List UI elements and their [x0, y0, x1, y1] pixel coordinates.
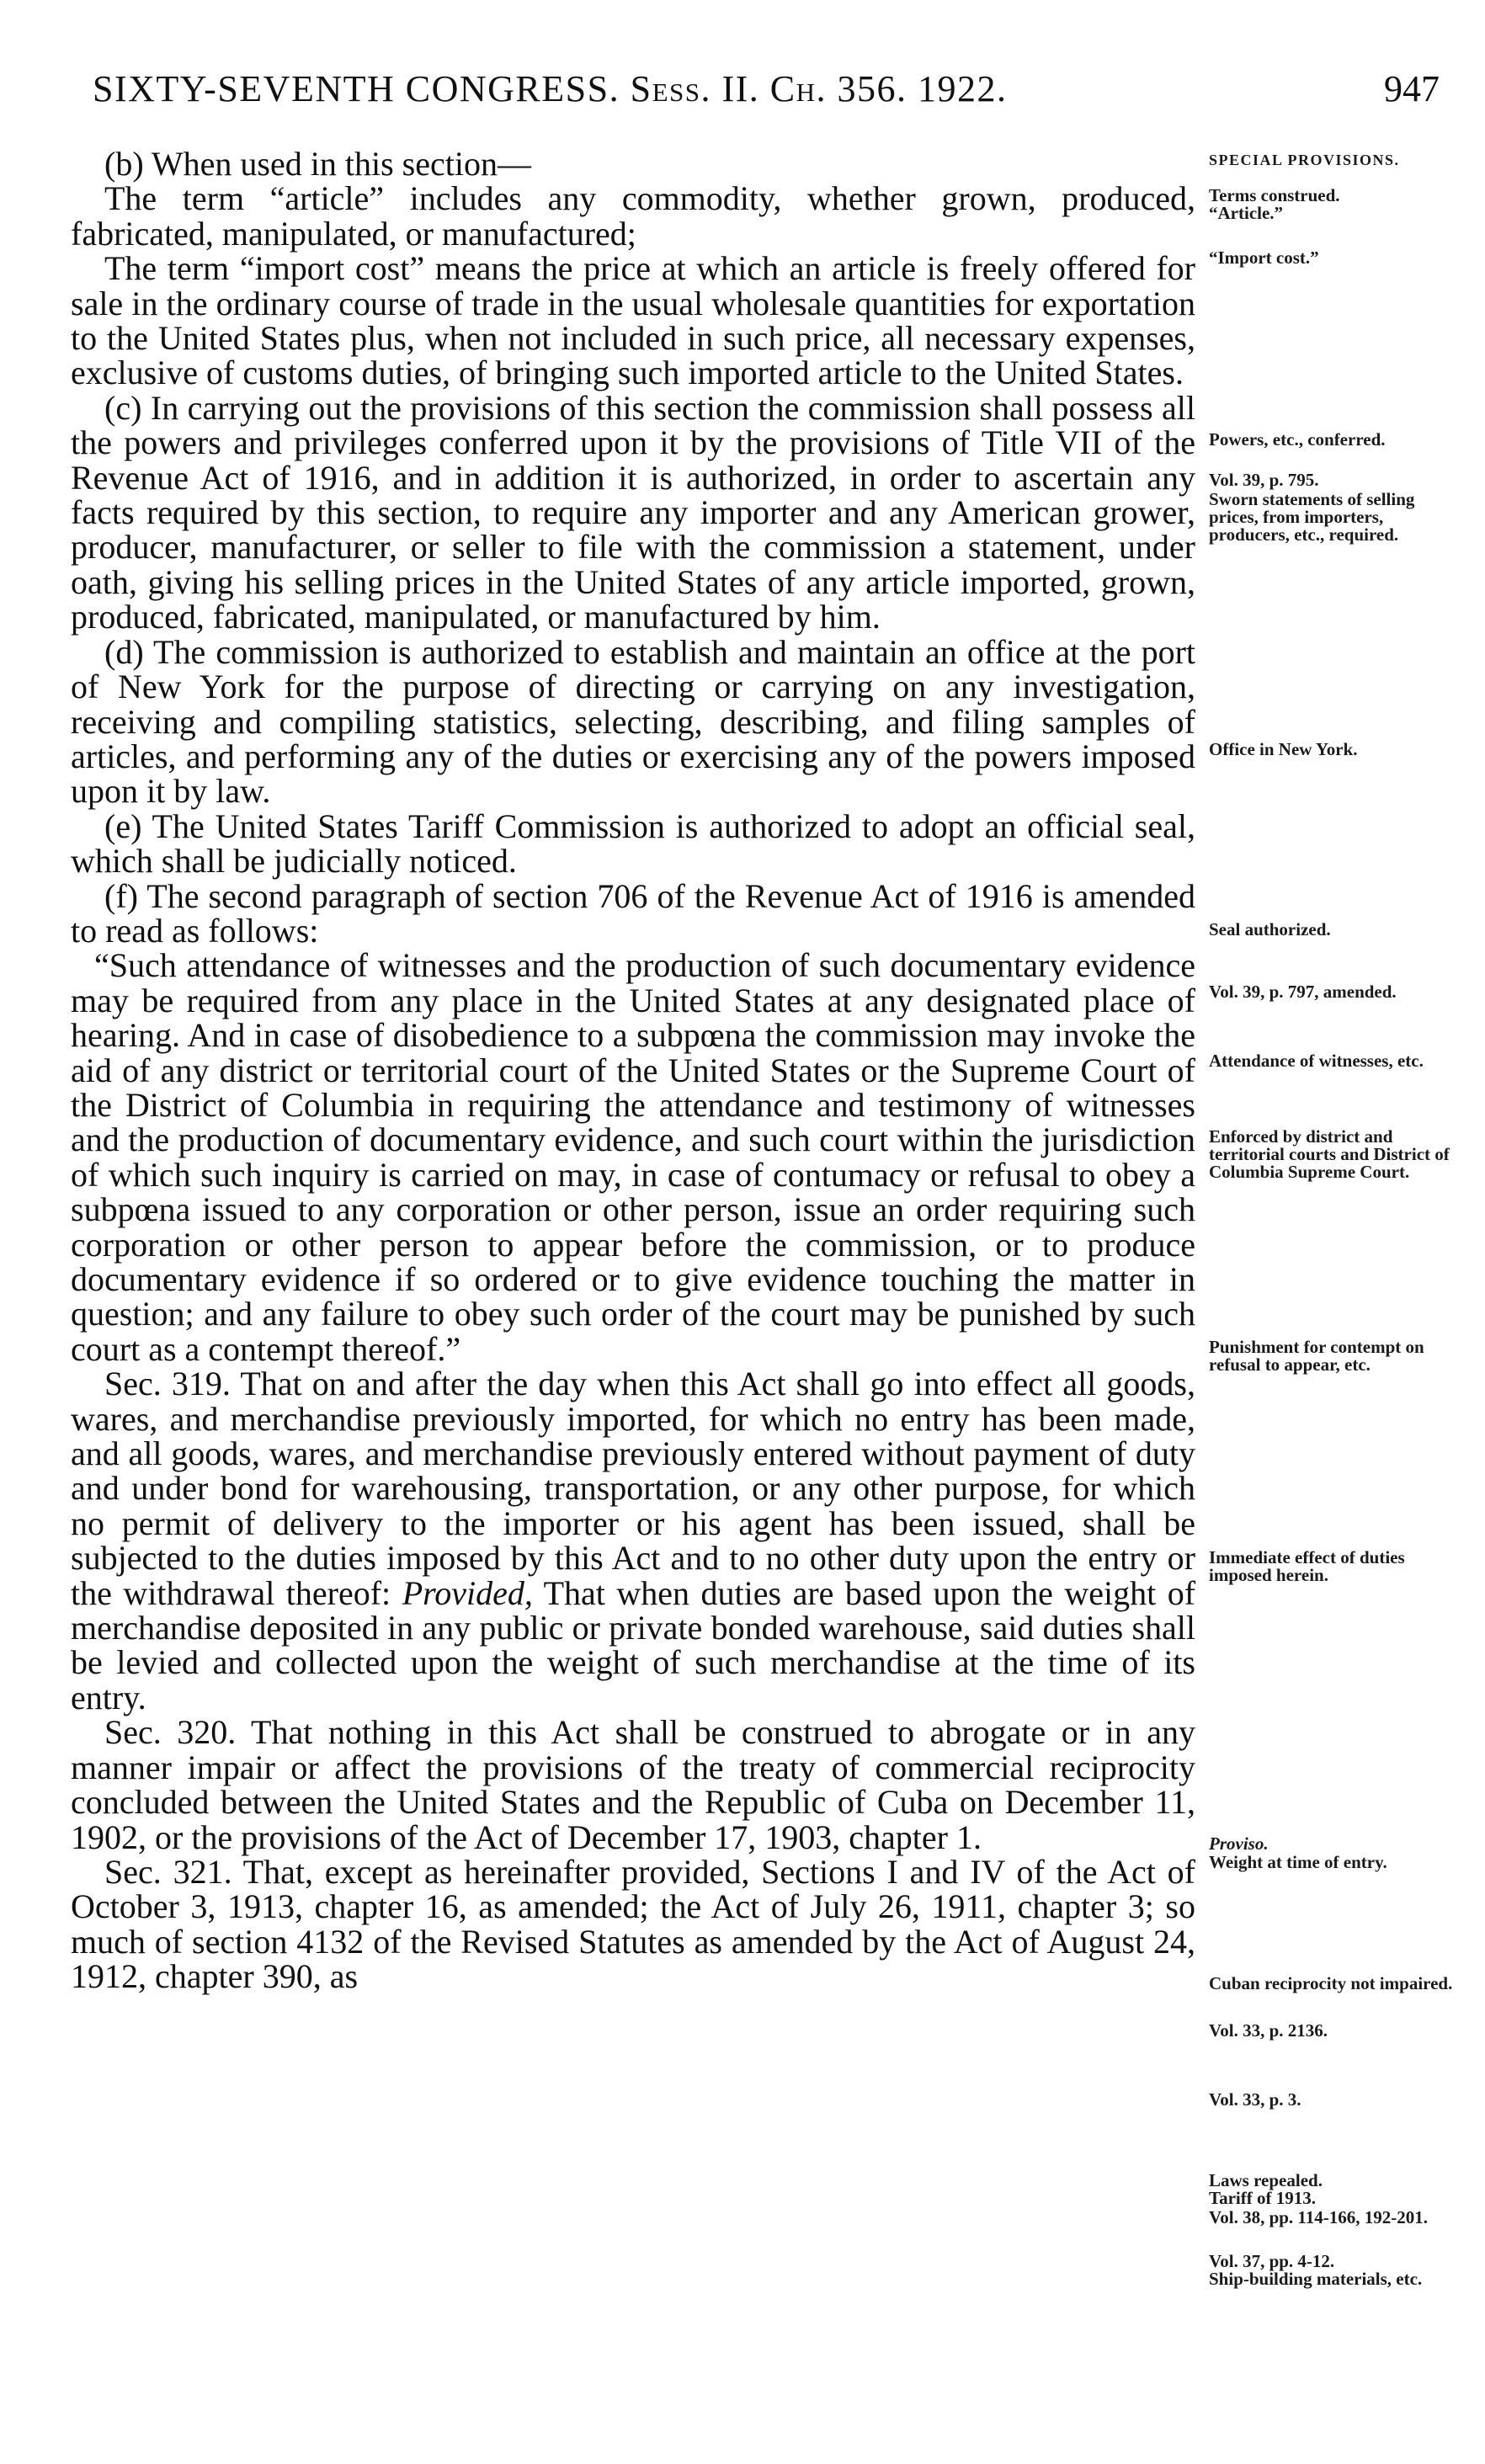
year-label: 1922.	[918, 68, 1008, 109]
margin-note-laws-repealed: Laws repealed.	[1209, 2170, 1323, 2190]
margin-note-proviso	[1209, 1835, 1455, 1853]
session-label: Sess. II.	[630, 68, 760, 109]
margin-notes	[1209, 0, 1461, 2464]
paragraph-c: (c) In carrying out the provisions of this section the commission shall possess all the powers and privileges conferred upon it by the provisions of Title VII of the Revenue Act of 1916, and in addition it is authorized, in order to ascertain any facts required by this section, to require any importer and any American grower, producer, manufacturer, or seller to file with the commission a statement, under oath, giving his selling prices in the United States of any article imported, grown, produced, fabricated, manipulated, or manufactured by him.	[71, 388, 1195, 636]
margin-note-enforced-by-courts: Enforced by district and territorial courts and District of Columbia Supreme Court.	[1209, 1126, 1450, 1182]
paragraph-b: (b) When used in this section—	[104, 145, 531, 183]
sec-319-text: Sec. 319. That on and after the day when this Act shall go into effect all goods, wares, and merchandise previously imported, for which no entry has been made, and all goods, wares, and merchandise previously entered without payment of duty and under bond for warehousing, transportation, or any other purpose, for which no permit of delivery to the importer or his agent has been issued, shall be subjected to the duties imposed by this Act and to no other duty upon the entry or the withdrawal thereof:	[71, 1365, 1195, 1612]
paragraph-d: (d) The commission is authorized to establish and maintain an office at the port of New York for the purpose of directing or carrying on any investigation, receiving and compiling statistics, selecting, describing, and filing samples of articles, and performing any of the duties or exercising any of the powers imposed upon it by law.	[71, 632, 1195, 811]
margin-note-attendance: Attendance of witnesses, etc.	[1209, 1051, 1424, 1071]
margin-note-weight: Weight at time of entry.	[1209, 1852, 1387, 1872]
margin-note-powers-conferred: Powers, etc., conferred.	[1209, 429, 1386, 450]
margin-note-vol33-p3: Vol. 33, p. 3.	[1209, 2089, 1301, 2110]
margin-note-shipbuilding: Ship-building materials, etc.	[1209, 2269, 1423, 2289]
paragraph-e: (e) The United States Tariff Commission is authorized to adopt an official seal, which shall be judicially noticed.	[71, 806, 1195, 881]
margin-note-office-new-york: Office in New York.	[1209, 739, 1358, 759]
margin-note-punishment: Punishment for contempt on refusal to appear, etc.	[1209, 1337, 1424, 1375]
paragraph-import-cost-definition: The term “import cost” means the price at which an article is freely offered for sale in the ordinary course of trade in the usual wholesale quantities for exportation to the United States plus, when not included in such price, all necessary expenses, exclusive of customs duties, of bringing such imported article to the United States.	[71, 249, 1195, 392]
margin-note-terms-construed: Terms construed.	[1209, 185, 1340, 205]
statute-text	[71, 146, 1195, 1994]
margin-note-tariff-1913: Tariff of 1913.	[1209, 2188, 1316, 2208]
page-number: 947	[1384, 68, 1440, 109]
margin-note-import-cost: “Import cost.”	[1209, 247, 1319, 268]
margin-note-proviso-label: Proviso.	[1209, 1833, 1269, 1854]
paragraph-quoted-amendment: “Such attendance of witnesses and the production of such documentary evidence may be required from any place in the United States at any designated place of hearing. And in case of disobedience to a subpœna the commission may invoke the aid of any district or territorial court of the United States or the Supreme Court of the District of Columbia in requiring the attendance and testimony of witnesses and the production of documentary evidence, and such court within the jurisdiction of which such inquiry is carried on may, in case of contumacy or refusal to obey a subpœna issued to any corporation or other person, issue an order requiring such corporation or other person to appear before the commission, or to produce documentary evidence if so ordered or to give evidence touching the matter in question; and any failure to obey such order of the court may be punished by such court as a contempt thereof.”	[71, 946, 1195, 1368]
margin-note-immediate-effect: Immediate effect of duties imposed herein.	[1209, 1547, 1405, 1585]
margin-note-cuban-reciprocity: Cuban reciprocity not impaired.	[1209, 1973, 1453, 1993]
paragraph-sec-320: Sec. 320. That nothing in this Act shall be construed to abrogate or in any manner impair or affect the provisions of the treaty of commercial reciprocity concluded between the United States and the Republic of Cuba on December 11, 1902, or the provisions of the Act of December 17, 1903, chapter 1.	[71, 1713, 1195, 1856]
paragraph-sec-319	[71, 1366, 1195, 1715]
paragraph-article-definition: The term “article” includes any commodity, whether grown, produced, fabricated, manipulated, or manufactured;	[71, 179, 1195, 253]
margin-note-vol39-p795: Vol. 39, p. 795.	[1209, 470, 1319, 490]
chapter-label: Ch. 356.	[769, 68, 908, 109]
margin-note-vol39-p797: Vol. 39, p. 797, amended.	[1209, 982, 1397, 1002]
margin-note-special-provisions: SPECIAL PROVISIONS.	[1209, 152, 1400, 168]
margin-note-article: “Article.”	[1209, 203, 1284, 223]
sec-319-proviso-text: That when duties are based upon the weight of merchandise deposited in any public or private bonded warehouse, said duties shall be levied and collected upon the weight of such merchandise at the time of its entry.	[71, 1573, 1196, 1716]
margin-note-vol37: Vol. 37, pp. 4-12.	[1209, 2251, 1335, 2271]
paragraph-f: (f) The second paragraph of section 706 of the Revenue Act of 1916 is amended to read as follows:	[71, 876, 1195, 950]
congress-name: SIXTY-SEVENTH CONGRESS.	[93, 68, 620, 109]
margin-note-seal-authorized: Seal authorized.	[1209, 919, 1331, 939]
margin-note-vol38: Vol. 38, pp. 114-166, 192-201.	[1209, 2207, 1429, 2227]
proviso-word: Provided,	[402, 1573, 533, 1612]
running-title	[93, 67, 1008, 110]
paragraph-sec-321: Sec. 321. That, except as hereinafter provided, Sections I and IV of the Act of October 3, 1913, chapter 16, as amended; the Act of July 26, 1911, chapter 3; so much of section 4132 of the Revised Statutes as amended by the Act of August 24, 1912, chapter 390, as	[71, 1852, 1195, 1996]
margin-note-sworn-statements: Sworn statements of selling prices, from importers, producers, etc., required.	[1209, 489, 1415, 545]
margin-note-vol33-p2136: Vol. 33, p. 2136.	[1209, 2020, 1328, 2041]
